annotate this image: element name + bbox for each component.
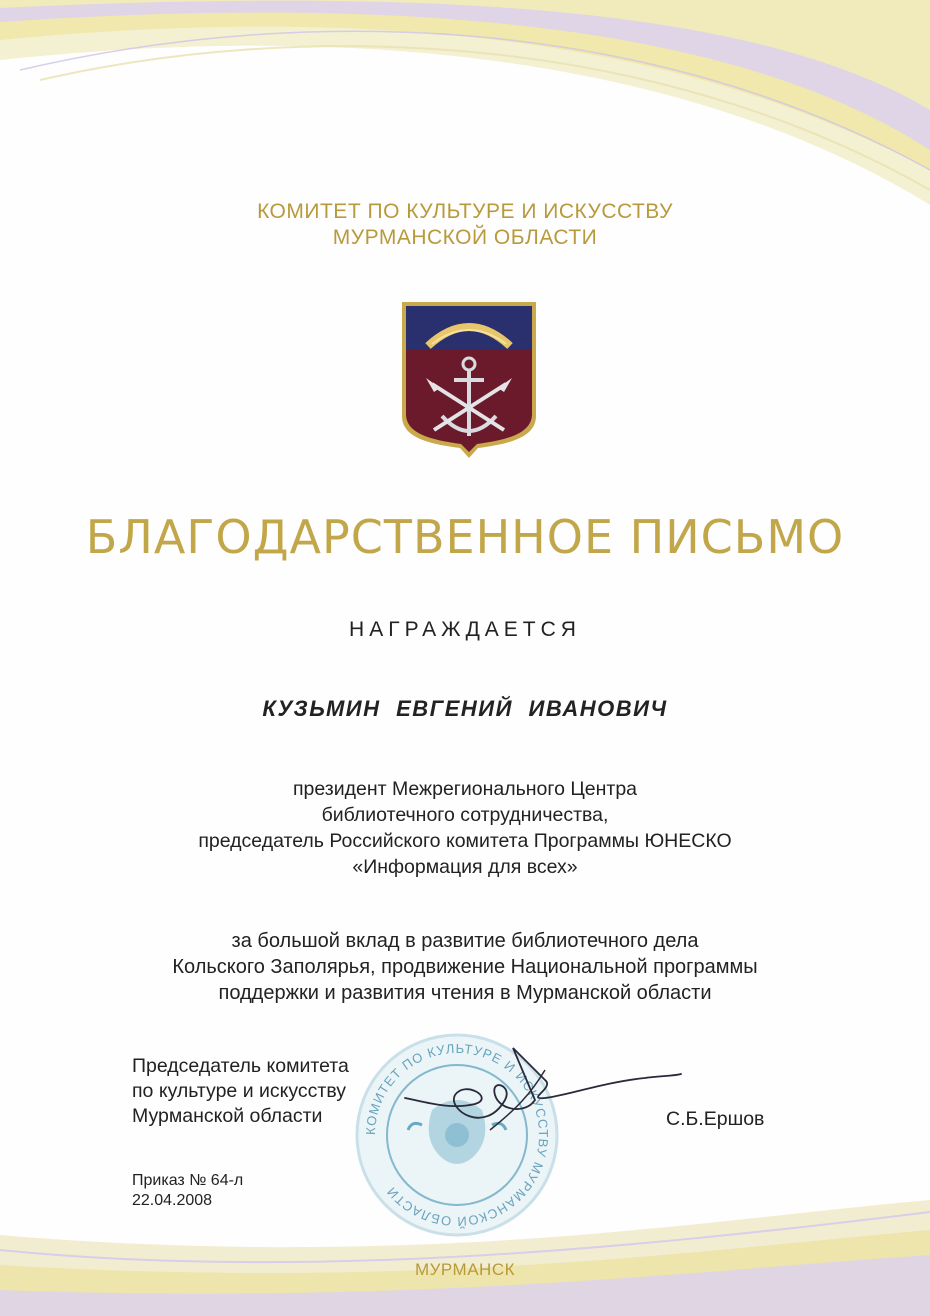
reason-line: поддержки и развития чтения в Мурманской области [218, 982, 712, 1004]
awarded-label: НАГРАЖДАЕТСЯ [349, 618, 581, 641]
reason-line: за большой вклад в развитие библиотечного дела [231, 930, 699, 952]
position-line: «Информация для всех» [352, 856, 578, 878]
position-line: президент Межрегионального Центра [292, 778, 638, 800]
top-wave-decoration [0, 0, 930, 230]
document-title: БЛАГОДАРСТВЕННОЕ ПИСЬМО [85, 510, 845, 564]
signer-title-line: Мурманской области [132, 1105, 323, 1127]
position-line: библиотечного сотрудничества, [321, 804, 609, 826]
committee-name-line-2: МУРМАНСКОЙ ОБЛАСТИ [332, 226, 598, 249]
signer-title-line: по культуре и искусству [132, 1080, 347, 1102]
signature-icon [395, 1040, 685, 1150]
reason-line: Кольского Заполярья, продвижение Национальной программы [172, 956, 758, 978]
signer-title-line: Председатель комитета [132, 1055, 349, 1077]
stamp-text: КОМИТЕТ ПО КУЛЬТУРЕ И ИСКУССТВУ МУРМАНСКОЙ ОБЛАСТИ [362, 1040, 552, 1230]
order-date: 22.04.2008 [132, 1192, 213, 1209]
murmansk-coat-of-arms-icon [398, 298, 540, 460]
city-name: МУРМАНСК [414, 1260, 516, 1279]
order-number: Приказ № 64-л [132, 1172, 244, 1189]
position-line: председатель Российского комитета Программы ЮНЕСКО [198, 830, 732, 852]
signer-name: С.Б.Ершов [666, 1108, 765, 1130]
committee-name-line-1: КОМИТЕТ ПО КУЛЬТУРЕ И ИСКУССТВУ [257, 200, 673, 223]
recipient-name: КУЗЬМИН ЕВГЕНИЙ ИВАНОВИЧ [262, 696, 668, 721]
